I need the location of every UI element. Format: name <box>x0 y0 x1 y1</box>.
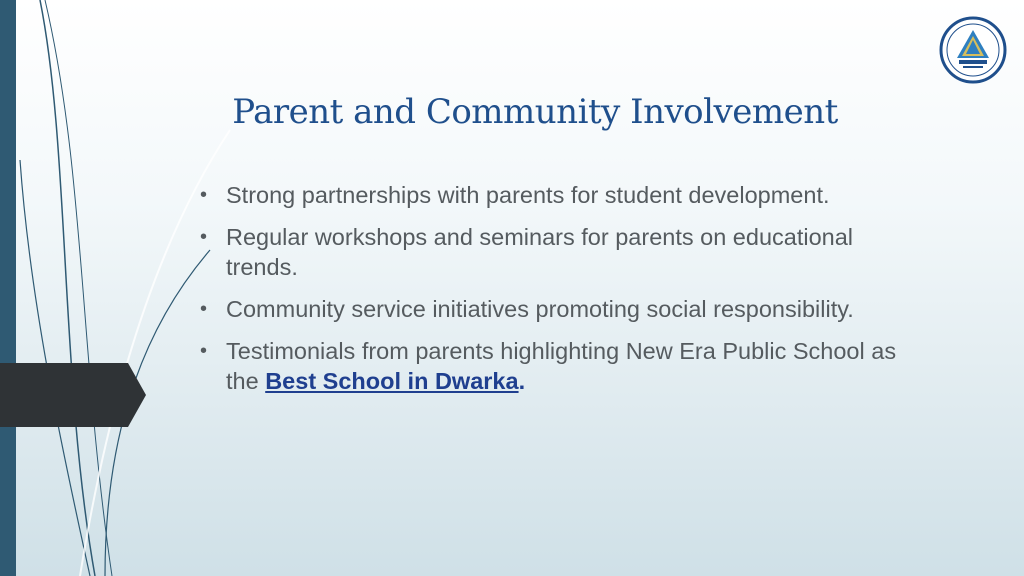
bullet-item: • Community service initiatives promoting social responsibility. <box>200 294 920 324</box>
best-school-link[interactable]: Best School in Dwarka <box>265 368 519 394</box>
bullet-list <box>200 180 920 408</box>
school-logo-icon <box>939 16 1007 84</box>
side-tab-arrow <box>0 363 146 427</box>
bullet-item-testimonials <box>200 336 920 396</box>
bullet-suffix: . <box>518 368 526 394</box>
slide-title: Parent and Community Involvement <box>232 92 838 132</box>
bullet-text: Testimonials from parents highlighting New Era Public School as the <box>226 338 897 394</box>
bullet-item: • Regular workshops and seminars for parents on educational trends. <box>200 222 920 282</box>
bullet-item: • Strong partnerships with parents for student development. <box>200 180 920 210</box>
